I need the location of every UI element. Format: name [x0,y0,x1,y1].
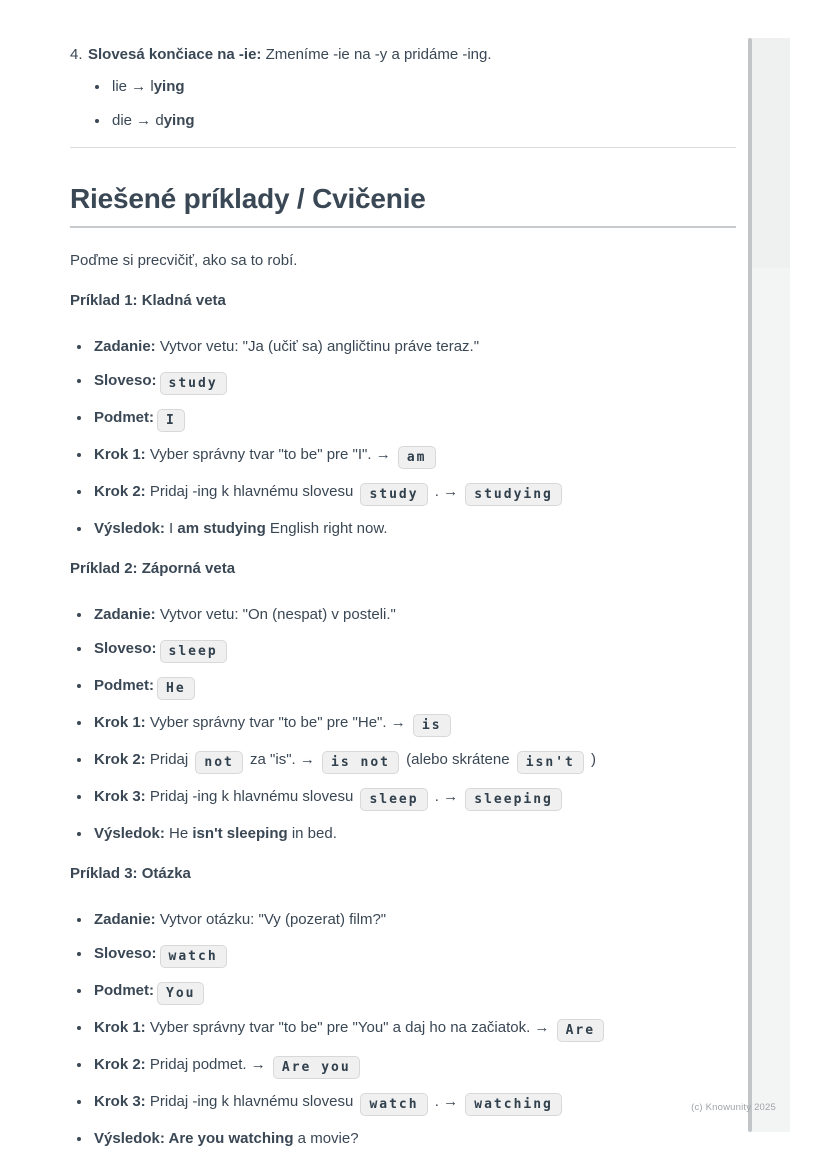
bold-text: Krok 1: [94,446,146,463]
code-chip: watch [160,945,227,968]
text-run: Vytvor vetu: "On (nespat) v posteli." [155,606,396,623]
page-title: Riešené príklady / Cvičenie [70,182,736,228]
text-run: Vyber správny tvar "to be" pre "I". → [145,446,395,463]
bold-text: Podmet: [94,982,154,999]
bold-text: Výsledok: [94,1130,169,1147]
code-chip: Are [557,1019,604,1042]
bold-text: am studying [177,520,266,537]
example-block [70,558,736,845]
example-list [70,336,736,540]
example-list [70,604,736,845]
text-run: Pridaj -ing k hlavnému slovesu [145,483,358,500]
code-chip: study [160,372,227,395]
bold-text: Are you watching [168,1130,294,1147]
code-chip: You [157,982,204,1005]
text-run: English right now. [265,520,388,537]
bold-text: Zadanie: [94,911,156,928]
text-run: I [164,520,178,537]
list-item [92,370,736,395]
code-chip: Are you [273,1056,360,1079]
bold-text: Výsledok: [94,520,165,537]
list-item [92,786,736,811]
list-item [92,943,736,968]
list-item [92,712,736,737]
text-run: . → [430,1093,463,1110]
rule-sublist [88,76,736,132]
bold-text: Krok 2: [94,483,146,500]
bold-text: Sloveso: [94,372,157,389]
rule-item-label: Slovesá končiace na -ie: [88,46,262,63]
bold-text: Krok 3: [94,1093,146,1110]
text-run: Pridaj [145,751,193,768]
bold-text: Podmet: [94,677,154,694]
example-title: Príklad 2: Záporná veta [70,560,236,577]
code-chip: watch [360,1093,427,1116]
bold-text: Krok 2: [94,751,146,768]
lead-paragraph: Poďme si precvičiť, ako sa to robí. [70,252,298,269]
code-chip: studying [465,483,562,506]
list-item [92,909,736,931]
text-run: . → [430,788,463,805]
list-item [110,76,736,98]
code-chip: is [413,714,451,737]
code-chip: watching [465,1093,562,1116]
code-chip: am [398,446,436,469]
text-run: Vytvor vetu: "Ja (učiť sa) angličtinu práve teraz." [155,338,480,355]
list-item [92,1128,736,1150]
code-chip: sleeping [465,788,562,811]
bold-text: Sloveso: [94,640,157,657]
list-item [92,604,736,626]
bold-text: Krok 1: [94,714,146,731]
list-item [92,638,736,663]
list-item [92,336,736,358]
bold-text: ying [153,78,185,95]
bold-text: Zadanie: [94,338,156,355]
text-run: . → [430,483,463,500]
example-title: Príklad 3: Otázka [70,865,191,882]
copyright-text: (c) Knowunity 2025 [691,1102,776,1113]
text-run: a movie? [293,1130,359,1147]
text-run: Pridaj podmet. → [145,1056,270,1073]
list-item [92,481,736,506]
text-run: Pridaj -ing k hlavnému slovesu [145,788,358,805]
code-chip: isn't [517,751,584,774]
text-run: Vytvor otázku: "Vy (pozerat) film?" [155,911,387,928]
list-item [92,518,736,540]
text-run: Pridaj -ing k hlavnému slovesu [145,1093,358,1110]
list-item [92,675,736,700]
example-block [70,863,736,1150]
bold-text: Výsledok: [94,825,165,842]
examples-container [70,290,736,1150]
list-item [92,823,736,845]
bold-text: ying [163,112,195,129]
rule-item-4 [70,44,736,132]
code-chip: He [157,677,195,700]
text-run: die → d [112,112,164,129]
list-item [92,1017,736,1042]
code-chip: sleep [160,640,227,663]
rule-item-number: 4. [70,46,83,63]
bold-text: Zadanie: [94,606,156,623]
list-item [92,1054,736,1079]
list-item [92,1091,736,1116]
list-item [92,444,736,469]
bold-text: Sloveso: [94,945,157,962]
bold-text: isn't sleeping [192,825,288,842]
example-block [70,290,736,540]
section-divider [70,147,736,148]
bold-text: Krok 2: [94,1056,146,1073]
example-title: Príklad 1: Kladná veta [70,292,226,309]
code-chip: study [360,483,427,506]
text-run: za "is". → [245,751,320,768]
scrollbar-track-top [752,38,790,268]
list-item [110,110,736,132]
document-content [70,44,736,1150]
text-run: He [164,825,193,842]
code-chip: not [195,751,242,774]
scrollbar-track[interactable] [752,38,790,1132]
text-run: (alebo skrátene [402,751,514,768]
text-run: in bed. [287,825,337,842]
bold-text: Podmet: [94,409,154,426]
code-chip: sleep [360,788,427,811]
bold-text: Krok 1: [94,1019,146,1036]
list-item [92,980,736,1005]
bold-text: Krok 3: [94,788,146,805]
list-item [92,407,736,432]
example-list [70,909,736,1150]
text-run: ) [586,751,597,768]
scrollbar-thumb[interactable] [748,38,752,1132]
text-run: Vyber správny tvar "to be" pre "He". → [145,714,410,731]
text-run: lie → l [112,78,154,95]
code-chip: is not [322,751,399,774]
text-run: Vyber správny tvar "to be" pre "You" a daj ho na začiatok. → [145,1019,554,1036]
rule-item-text: Slovesá končiace na -ie: Zmeníme -ie na -y a pridáme -ing. [88,46,492,63]
list-item [92,749,736,774]
code-chip: I [157,409,185,432]
